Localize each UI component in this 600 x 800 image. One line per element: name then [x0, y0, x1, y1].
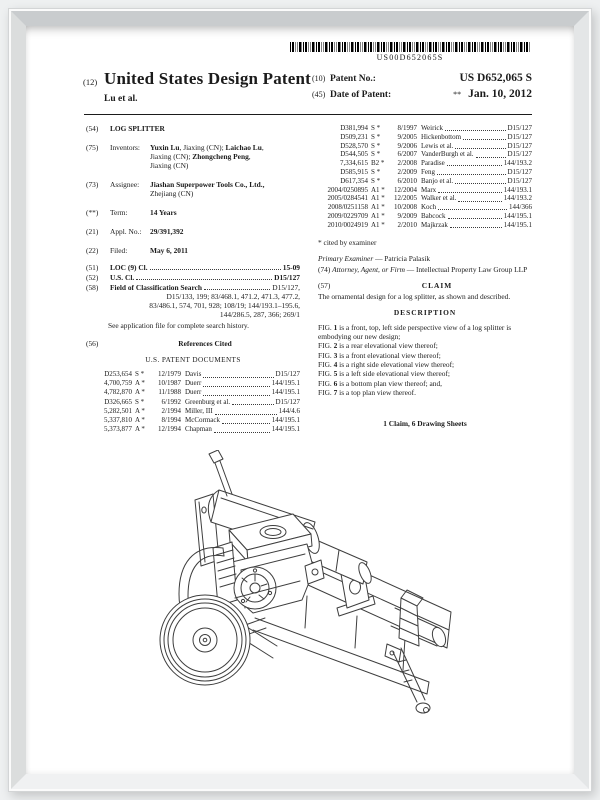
ref-patent-number: D253,654 — [104, 370, 132, 378]
field-22-filed: (22) Filed: May 6, 2011 — [86, 246, 300, 255]
ref-inventor-name: Duerr — [185, 379, 202, 388]
figure-description-line: FIG. 5 is a left side elevational view thereof; — [318, 369, 450, 379]
field-term: (**) Term: 14 Years — [86, 208, 300, 217]
dot-leader — [447, 159, 502, 166]
claims-sheets-summary: 1 Claim, 6 Drawing Sheets — [383, 419, 467, 429]
ref-patent-number: D585,915 — [340, 167, 368, 176]
inid-code-10: (10) — [312, 74, 326, 83]
ref-class: D15/127 — [507, 124, 532, 132]
ref-class: 144/4.6 — [278, 406, 300, 415]
field-75-inventors: (75) Inventors: Yuxin Lu, Jiaxing (CN); Laichao Lu, Jiaxing (CN); Zhongcheng Peng, Jiaxing (CN) — [86, 143, 300, 170]
references-table-left — [86, 370, 300, 434]
dot-leader — [203, 379, 269, 387]
figure-description-line: FIG. 6 is a bottom plan view thereof; and, — [318, 378, 442, 388]
ref-class: D15/127 — [507, 132, 532, 141]
ref-inventor-name: Hickenbottom — [421, 132, 462, 141]
inventors-value: Yuxin Lu, Jiaxing (CN); Laichao Lu, Jiaxing (CN); Zhongcheng Peng, Jiaxing (CN) — [150, 143, 264, 170]
ref-patent-number: D326,665 — [104, 397, 132, 406]
ref-inventor-name: Weirick — [421, 124, 443, 132]
ref-inventor-name: Paradise — [421, 159, 445, 168]
reference-row — [86, 416, 300, 425]
ref-date: 6/2007 — [397, 150, 417, 159]
reference-row — [318, 168, 532, 177]
ref-kind-code: A * — [135, 416, 145, 425]
ref-kind-code: S * — [371, 176, 381, 185]
dot-leader — [450, 221, 502, 228]
us-patent-documents-heading: U.S. PATENT DOCUMENTS — [145, 356, 241, 364]
ref-kind-code: S * — [135, 397, 145, 406]
log-splitter-figure — [95, 450, 525, 750]
ref-patent-number: 2010/0024919 — [327, 220, 368, 229]
barcode-text: US00D652065S — [376, 53, 444, 62]
ref-class: D15/127 — [507, 150, 532, 159]
invention-title: LOG SPLITTER — [110, 124, 165, 133]
field-51-loc: (51) LOC (9) Cl. 15-09 — [86, 263, 300, 272]
ref-kind-code: A * — [135, 425, 145, 434]
reference-row — [318, 212, 532, 221]
ref-inventor-name: VanderBurgh et al. — [421, 150, 474, 159]
dot-leader — [214, 425, 270, 433]
dot-leader — [232, 398, 273, 406]
dot-leader — [438, 186, 502, 193]
inid-code-12: (12) — [83, 77, 98, 87]
ref-kind-code: A1 * — [371, 211, 385, 220]
ref-patent-number: 4,782,870 — [104, 388, 132, 397]
barcode-icon — [290, 42, 530, 52]
dot-leader — [438, 203, 507, 210]
ref-class: D15/127 — [507, 176, 532, 185]
ref-class: D15/127 — [275, 397, 300, 406]
dot-leader — [215, 407, 277, 415]
dot-leader — [455, 142, 505, 149]
ref-inventor-name: Feng — [421, 167, 435, 176]
figure-description-line: FIG. 2 is a rear elevational view thereof; — [318, 341, 438, 351]
ref-inventor-name: Banjo et al. — [421, 176, 454, 185]
ref-kind-code: S * — [371, 124, 381, 132]
ref-patent-number: 7,334,615 — [340, 159, 368, 168]
ref-patent-number: 5,337,810 — [104, 416, 132, 425]
loc-class-value: 15-09 — [282, 263, 300, 272]
patent-number-row — [312, 72, 532, 84]
ref-date: 9/2006 — [397, 141, 417, 150]
left-column — [86, 124, 300, 434]
ref-inventor-name: Koch — [421, 203, 437, 212]
ref-date: 11/1988 — [158, 388, 181, 397]
ref-class: 144/195.1 — [271, 388, 300, 397]
ref-patent-number: D381,994 — [340, 124, 368, 132]
patent-document-page — [26, 26, 574, 774]
ref-class: D15/127 — [507, 141, 532, 150]
dot-leader — [222, 416, 270, 424]
ref-patent-number: 2004/0250895 — [327, 185, 368, 194]
ref-patent-number: 5,373,877 — [104, 425, 132, 434]
ref-inventor-name: Chapman — [185, 425, 212, 434]
ref-kind-code: S * — [371, 150, 381, 159]
reference-row — [318, 142, 532, 151]
ref-inventor-name: Greenburg et al. — [185, 397, 231, 406]
ref-kind-code: A1 * — [371, 185, 385, 194]
reference-row — [86, 370, 300, 379]
ref-patent-number: 2009/0229709 — [327, 211, 368, 220]
description-heading: DESCRIPTION — [393, 307, 457, 317]
attorney-line: (74) Attorney, Agent, or Firm — Intellectual Property Law Group LLP — [318, 265, 528, 275]
ref-kind-code: S * — [371, 167, 381, 176]
header-divider — [84, 114, 532, 115]
ref-kind-code: A * — [135, 406, 145, 415]
reference-row — [318, 186, 532, 195]
reference-row — [318, 124, 532, 133]
reference-row — [318, 177, 532, 186]
ref-class: 144/366 — [509, 203, 532, 212]
dot-leader — [463, 133, 505, 140]
ref-patent-number: 2005/0284541 — [327, 194, 368, 203]
ref-date: 9/2005 — [397, 132, 417, 141]
ref-class: 144/193.1 — [503, 185, 532, 194]
ref-class: 144/195.1 — [503, 220, 532, 229]
ref-kind-code: A1 * — [371, 220, 385, 229]
ref-kind-code: S * — [371, 132, 381, 141]
ref-inventor-name: Marx — [421, 185, 437, 194]
ref-patent-number: D617,354 — [340, 176, 368, 185]
ref-date: 2/1994 — [161, 406, 181, 415]
dot-leader — [150, 269, 281, 270]
inid-code-45: (45) — [312, 90, 326, 99]
ref-class: D15/127 — [507, 167, 532, 176]
dot-leader — [458, 194, 501, 201]
ref-class: 144/195.1 — [271, 416, 300, 425]
ref-date: 2/2010 — [397, 220, 417, 229]
ref-date: 9/2009 — [397, 211, 417, 220]
date-of-patent-label: Date of Patent: — [330, 90, 392, 100]
ref-date: 12/2004 — [394, 185, 417, 194]
dot-leader — [455, 177, 505, 184]
patent-title-kind: United States Design Patent — [104, 69, 312, 88]
ref-inventor-name: Babcock — [421, 211, 446, 220]
field-73-assignee: (73) Assignee: Jiashan Superpower Tools Co., Ltd., Zhejiang (CN) — [86, 180, 300, 198]
ref-date: 12/2005 — [394, 194, 417, 203]
reference-row — [318, 159, 532, 168]
filed-date-value: May 6, 2011 — [150, 246, 188, 255]
ref-inventor-name: Davis — [185, 370, 202, 378]
appl-no-value: 29/391,392 — [150, 227, 184, 236]
reference-row — [318, 203, 532, 212]
picture-frame — [8, 8, 592, 792]
ref-inventor-name: McCormack — [185, 416, 220, 425]
ref-date: 2/2008 — [397, 159, 417, 168]
claim-heading: CLAIM — [421, 280, 453, 290]
patent-no-label: Patent No.: — [330, 74, 376, 84]
ref-date: 6/2010 — [397, 176, 417, 185]
primary-examiner-line: Primary Examiner — Patricia Palasik — [318, 253, 431, 263]
references-table-right — [318, 124, 532, 230]
ref-patent-number: 2008/0251158 — [327, 203, 368, 212]
ref-inventor-name: Walker et al. — [421, 194, 457, 203]
patent-date-row — [312, 88, 532, 100]
figure-description-line: FIG. 7 is a top plan view thereof. — [318, 387, 416, 397]
reference-row — [318, 221, 532, 230]
reference-row — [86, 425, 300, 434]
ref-kind-code: S * — [371, 141, 381, 150]
date-of-patent-value: Jan. 10, 2012 — [468, 88, 532, 100]
ref-class: 144/195.1 — [503, 211, 532, 220]
dot-leader — [203, 388, 269, 396]
ref-patent-number: D509,231 — [340, 132, 368, 141]
claim-heading-row: (57) CLAIM — [318, 281, 532, 290]
ref-date: 10/2008 — [394, 203, 417, 212]
reference-row — [86, 388, 300, 397]
ref-date: 12/1994 — [158, 425, 181, 434]
field-54-title: (54) LOG SPLITTER — [86, 124, 300, 133]
assignee-value: Jiashan Superpower Tools Co., Ltd., Zhejiang (CN) — [150, 180, 265, 198]
ref-date: 10/1987 — [158, 379, 181, 388]
field-52-us-cl: (52) U.S. Cl. D15/127 — [86, 273, 300, 282]
dot-leader — [204, 289, 270, 290]
ref-date: 8/1994 — [161, 416, 181, 425]
ref-patent-number: D528,570 — [340, 141, 368, 150]
figure-description-line: FIG. 3 is a front elevational view thereof; — [318, 350, 441, 360]
dot-leader — [476, 150, 506, 157]
field-21-appl-no: (21) Appl. No.: 29/391,392 — [86, 227, 300, 236]
dot-leader — [203, 370, 273, 378]
reference-row — [318, 133, 532, 142]
right-column — [318, 124, 532, 428]
ref-kind-code: A * — [135, 388, 145, 397]
reference-row — [86, 398, 300, 407]
dot-leader — [136, 279, 272, 280]
references-cited-heading: (56) References Cited — [86, 339, 232, 348]
reference-row — [86, 407, 300, 416]
figure-description-line: FIG. 4 is a right side elevational view thereof; — [318, 360, 455, 370]
frame-bevel — [11, 11, 589, 789]
ref-class: 144/195.1 — [271, 425, 300, 434]
reference-row — [318, 194, 532, 203]
ref-inventor-name: Duerr — [185, 388, 202, 397]
ref-kind-code: A * — [135, 379, 145, 388]
us-class-value: D15/127 — [274, 273, 300, 282]
ref-class: 144/195.1 — [271, 379, 300, 388]
dot-leader — [445, 124, 506, 131]
cited-by-examiner-note: * cited by examiner — [318, 237, 377, 247]
ref-inventor-name: Miller, III — [185, 406, 213, 415]
search-history-note: See application file for complete search history. — [108, 321, 249, 330]
ref-date: 8/1997 — [397, 124, 417, 132]
term-value: 14 Years — [150, 208, 177, 217]
ref-class: 144/193.2 — [503, 194, 532, 203]
ref-patent-number: 5,282,501 — [104, 406, 132, 415]
field-58-search: (58) Field of Classification Search D15/127, D15/133, 199; 83/468.1, 471.2, 471.3, 477.2, 83/486.1, 574, 701, 928; 108/19; 144/193.1–195.6, 144/286.5, 287, 366; 269/1 See application file for complete search history. — [86, 283, 300, 330]
ref-date: 2/2009 — [397, 167, 417, 176]
reference-row — [86, 379, 300, 388]
ref-date: 12/1979 — [158, 370, 181, 378]
ref-inventor-name: Majkrzak — [421, 220, 448, 229]
ref-class: 144/193.2 — [503, 159, 532, 168]
ref-kind-code: A1 * — [371, 203, 385, 212]
ref-patent-number: 4,700,759 — [104, 379, 132, 388]
term-stars: ** — [453, 90, 462, 99]
ref-class: D15/127 — [275, 370, 300, 378]
patent-no-value: US D652,065 S — [459, 72, 532, 84]
ref-inventor-name: Lewis et al. — [421, 141, 454, 150]
dot-leader — [437, 168, 506, 175]
reference-row — [318, 150, 532, 159]
ref-kind-code: S * — [135, 370, 145, 378]
ref-kind-code: A1 * — [371, 194, 385, 203]
ref-kind-code: B2 * — [371, 159, 385, 168]
figure-descriptions — [318, 323, 532, 397]
inventor-short-name: Lu et al. — [104, 94, 138, 104]
patent-number-block — [312, 72, 532, 104]
figure-description-line: FIG. 1 is a front, top, left side perspective view of a log splitter is embodying our new design; — [318, 322, 512, 342]
ref-date: 6/1992 — [161, 397, 181, 406]
ref-patent-number: D544,505 — [340, 150, 368, 159]
dot-leader — [448, 212, 502, 219]
claim-text: The ornamental design for a log splitter, as shown and described. — [318, 291, 511, 301]
